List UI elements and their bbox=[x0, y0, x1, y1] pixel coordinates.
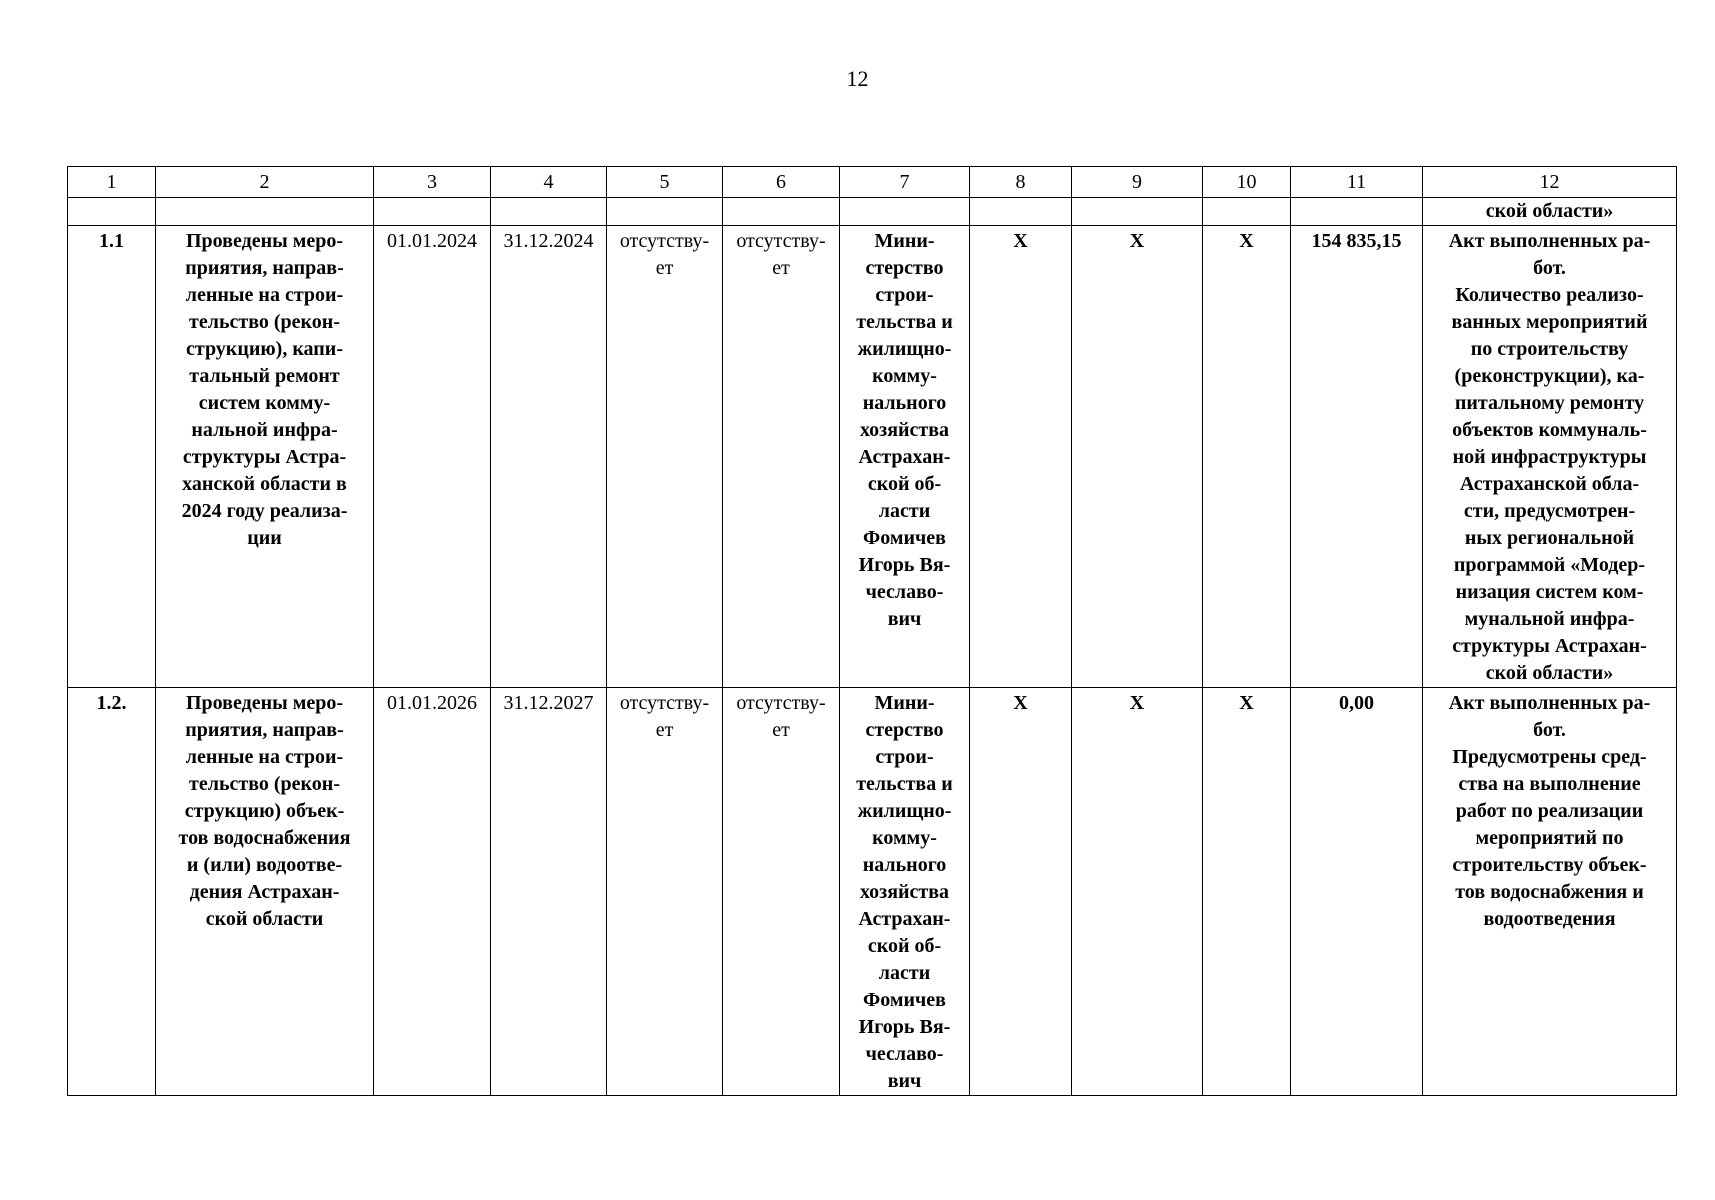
column-header: 11 bbox=[1291, 167, 1423, 198]
continuation-cell bbox=[374, 198, 491, 226]
column-header: 7 bbox=[840, 167, 970, 198]
funding-amount: 0,00 bbox=[1291, 688, 1423, 1096]
column-6-value: отсутству- ет bbox=[723, 226, 840, 688]
end-date: 31.12.2027 bbox=[491, 688, 607, 1096]
column-10-value: X bbox=[1203, 226, 1291, 688]
end-date: 31.12.2024 bbox=[491, 226, 607, 688]
column-6-value: отсутству- ет bbox=[723, 688, 840, 1096]
continuation-cell bbox=[68, 198, 156, 226]
start-date: 01.01.2024 bbox=[374, 226, 491, 688]
table-row bbox=[68, 688, 1677, 1096]
column-header: 12 bbox=[1423, 167, 1677, 198]
column-10-value: X bbox=[1203, 688, 1291, 1096]
continuation-cell bbox=[1072, 198, 1203, 226]
responsible-executor: Мини- стерство строи- тельства и жилищно- комму- нального хозяйства Астрахан- ской об- ласти Фомичев Игорь Вя- чеславо- вич bbox=[840, 688, 970, 1096]
table-row bbox=[68, 226, 1677, 688]
column-header: 4 bbox=[491, 167, 607, 198]
column-header: 8 bbox=[970, 167, 1072, 198]
column-5-value: отсутству- ет bbox=[607, 688, 723, 1096]
continuation-cell bbox=[1203, 198, 1291, 226]
responsible-executor: Мини- стерство строи- тельства и жилищно- комму- нального хозяйства Астрахан- ской об- ласти Фомичев Игорь Вя- чеславо- вич bbox=[840, 226, 970, 688]
continuation-row bbox=[68, 198, 1677, 226]
activities-table bbox=[67, 166, 1677, 1096]
column-8-value: X bbox=[970, 226, 1072, 688]
column-header: 9 bbox=[1072, 167, 1203, 198]
column-header: 2 bbox=[156, 167, 374, 198]
confirming-document: Акт выполненных ра- бот. Количество реализо- ванных мероприятий по строительству (реконструкции), ка- питальному ремонту объектов коммуналь- ной инфраструктуры Астраханской обла- сти, предусмотрен- ных региональной программой «Модер- низация систем ком- мунальной инфра- структуры Астрахан- ской области» bbox=[1423, 226, 1677, 688]
column-header: 1 bbox=[68, 167, 156, 198]
event-description: Проведены меро- приятия, направ- ленные на строи- тельство (рекон- струкцию), капи- тальный ремонт систем комму- нальной инфра- структуры Астра- ханской области в 2024 году реализа- ции bbox=[156, 226, 374, 688]
funding-amount: 154 835,15 bbox=[1291, 226, 1423, 688]
column-9-value: X bbox=[1072, 226, 1203, 688]
continuation-cell bbox=[156, 198, 374, 226]
page-number: 12 bbox=[846, 66, 869, 91]
column-5-value: отсутству- ет bbox=[607, 226, 723, 688]
column-9-value: X bbox=[1072, 688, 1203, 1096]
continuation-cell bbox=[970, 198, 1072, 226]
row-number: 1.2. bbox=[68, 688, 156, 1096]
column-header-row bbox=[68, 167, 1677, 198]
column-header: 3 bbox=[374, 167, 491, 198]
event-description: Проведены меро- приятия, направ- ленные на строи- тельство (рекон- струкцию) объек- тов водоснабжения и (или) водоотве- дения Астрахан- ской области bbox=[156, 688, 374, 1096]
column-header: 6 bbox=[723, 167, 840, 198]
start-date: 01.01.2026 bbox=[374, 688, 491, 1096]
confirming-document: Акт выполненных ра- бот. Предусмотрены сред- ства на выполнение работ по реализации мероприятий по строительству объек- тов водоснабжения и водоотведения bbox=[1423, 688, 1677, 1096]
continuation-cell bbox=[607, 198, 723, 226]
column-header: 10 bbox=[1203, 167, 1291, 198]
row-number: 1.1 bbox=[68, 226, 156, 688]
continuation-cell bbox=[723, 198, 840, 226]
column-8-value: X bbox=[970, 688, 1072, 1096]
continuation-cell bbox=[1291, 198, 1423, 226]
column-header: 5 bbox=[607, 167, 723, 198]
continuation-cell bbox=[491, 198, 607, 226]
continuation-cell bbox=[840, 198, 970, 226]
continuation-cell: ской области» bbox=[1423, 198, 1677, 226]
